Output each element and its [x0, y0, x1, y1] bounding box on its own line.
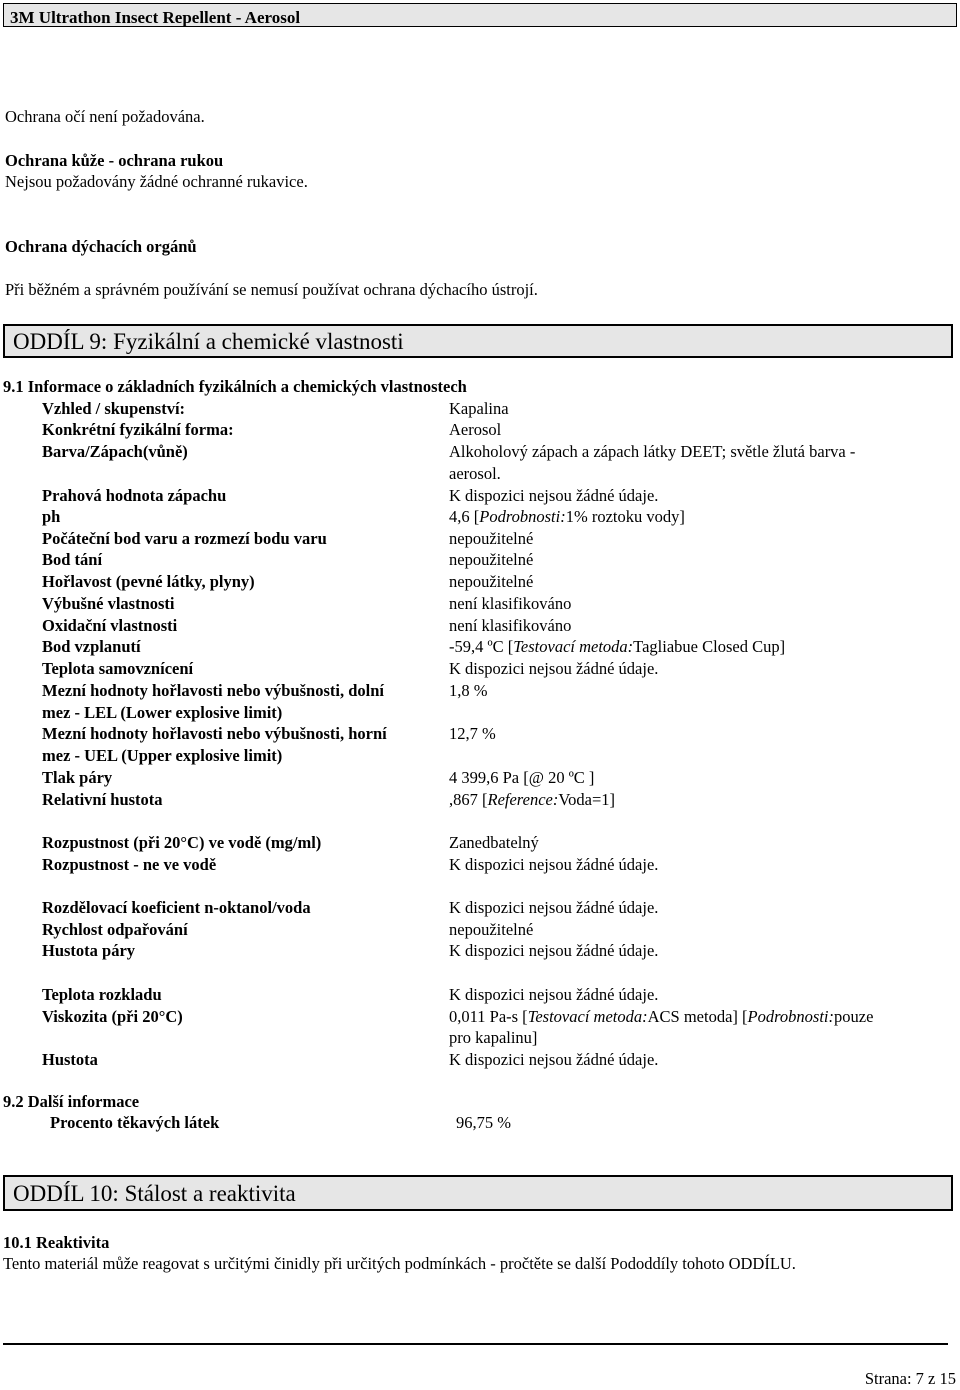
prop-label-melting-point: Bod tání [42, 550, 103, 569]
prop-value-boiling-point: nepoužitelné [449, 529, 534, 548]
prop-value-appearance: Kapalina [449, 399, 509, 418]
prop-label-uel: Mezní hodnoty hořlavosti nebo výbušnosti, horní [42, 724, 387, 743]
prop-label-oxidizing: Oxidační vlastnosti [42, 616, 178, 635]
footer-divider [3, 1343, 948, 1345]
prop-label-uel-cont: mez - UEL (Upper explosive limit) [42, 746, 283, 765]
respiratory-protection-text: Při běžném a správném používání se nemusí používat ochrana dýchacího ústrojí. [5, 280, 538, 299]
prop-value-solubility-water: Zanedbatelný [449, 833, 539, 852]
prop-label-solubility-water: Rozpustnost (při 20°C) ve vodě (mg/ml) [42, 833, 322, 852]
prop-value-autoignition: K dispozici nejsou žádné údaje. [449, 659, 659, 678]
prop-value-odor-threshold: K dispozici nejsou žádné údaje. [449, 486, 659, 505]
prop-value-vapor-density: K dispozici nejsou žádné údaje. [449, 941, 659, 960]
prop-value-density: K dispozici nejsou žádné údaje. [449, 1050, 659, 1069]
prop-value-decomposition-temp: K dispozici nejsou žádné údaje. [449, 985, 659, 1004]
subsection-9-1-title: 9.1 Informace o základních fyzikálních a chemických vlastnostech [3, 377, 467, 396]
document-title: 3M Ultrathon Insect Repellent - Aerosol [10, 8, 301, 27]
prop-value-evaporation-rate: nepoužitelné [449, 920, 534, 939]
eye-protection-text: Ochrana očí není požadována. [5, 107, 205, 126]
reactivity-text: Tento materiál může reagovat s určitými činidly při určitých podmínkách - pročtěte se další Pododdíly tohoto ODDÍLU. [3, 1254, 796, 1273]
section-10-title: ODDÍL 10: Stálost a reaktivita [3, 1175, 953, 1211]
prop-value-uel: 12,7 % [449, 724, 496, 743]
prop-value-form: Aerosol [449, 420, 502, 439]
prop-value-oxidizing: není klasifikováno [449, 616, 572, 635]
volatile-value: 96,75 % [456, 1113, 511, 1132]
prop-label-evaporation-rate: Rychlost odpařování [42, 920, 188, 939]
page-number: Strana: 7 z 15 [864, 1369, 956, 1388]
prop-value-color-odor-cont: aerosol. [449, 464, 501, 483]
prop-value-vapor-pressure: 4 399,6 Pa [@ 20 ºC ] [449, 768, 595, 787]
prop-label-decomposition-temp: Teplota rozkladu [42, 985, 162, 1004]
prop-value-explosive: není klasifikováno [449, 594, 572, 613]
prop-label-odor-threshold: Prahová hodnota zápachu [42, 486, 227, 505]
prop-label-vapor-density: Hustota páry [42, 941, 136, 960]
prop-value-solubility-nonwater: K dispozici nejsou žádné údaje. [449, 855, 659, 874]
prop-label-lel: Mezní hodnoty hořlavosti nebo výbušnosti, dolní [42, 681, 384, 700]
prop-value-ph: 4,6 [Podrobnosti:1% roztoku vody] [449, 507, 685, 526]
document-header [3, 3, 957, 27]
section-9-title: ODDÍL 9: Fyzikální a chemické vlastnosti [3, 324, 953, 358]
prop-label-color-odor: Barva/Zápach(vůně) [42, 442, 188, 461]
prop-label-appearance: Vzhled / skupenství: [42, 399, 186, 418]
prop-value-relative-density: ,867 [Reference:Voda=1] [449, 790, 616, 809]
prop-label-partition-coefficient: Rozdělovací koeficient n-oktanol/voda [42, 898, 311, 917]
subsection-10-1-title: 10.1 Reaktivita [3, 1233, 110, 1252]
prop-label-explosive: Výbušné vlastnosti [42, 594, 175, 613]
prop-label-viscosity: Viskozita (při 20°C) [42, 1007, 183, 1026]
prop-label-form: Konkrétní fyzikální forma: [42, 420, 234, 439]
skin-protection-heading: Ochrana kůže - ochrana rukou [5, 151, 224, 170]
prop-label-solubility-nonwater: Rozpustnost - ne ve vodě [42, 855, 217, 874]
subsection-9-2-title: 9.2 Další informace [3, 1092, 140, 1111]
prop-value-viscosity: 0,011 Pa-s [Testovací metoda:ACS metoda] [Podrobnosti:pouze [449, 1007, 874, 1026]
prop-value-lel: 1,8 % [449, 681, 488, 700]
volatile-label: Procento těkavých látek [50, 1113, 220, 1132]
prop-value-viscosity-cont: pro kapalinu] [449, 1028, 538, 1047]
prop-label-relative-density: Relativní hustota [42, 790, 163, 809]
prop-label-autoignition: Teplota samovznícení [42, 659, 194, 678]
prop-value-flammability: nepoužitelné [449, 572, 534, 591]
prop-value-color-odor: Alkoholový zápach a zápach látky DEET; světle žlutá barva - [449, 442, 856, 461]
prop-label-flammability: Hořlavost (pevné látky, plyny) [42, 572, 255, 591]
prop-label-vapor-pressure: Tlak páry [42, 768, 113, 787]
prop-label-lel-cont: mez - LEL (Lower explosive limit) [42, 703, 283, 722]
prop-value-partition-coefficient: K dispozici nejsou žádné údaje. [449, 898, 659, 917]
prop-value-melting-point: nepoužitelné [449, 550, 534, 569]
respiratory-protection-heading: Ochrana dýchacích orgánů [5, 237, 197, 256]
prop-label-flash-point: Bod vzplanutí [42, 637, 141, 656]
prop-label-ph: ph [42, 507, 61, 526]
prop-label-density: Hustota [42, 1050, 98, 1069]
prop-value-flash-point: -59,4 ºC [Testovací metoda:Tagliabue Closed Cup] [449, 637, 786, 656]
skin-protection-text: Nejsou požadovány žádné ochranné rukavice. [5, 172, 308, 191]
prop-label-boiling-point: Počáteční bod varu a rozmezí bodu varu [42, 529, 327, 548]
